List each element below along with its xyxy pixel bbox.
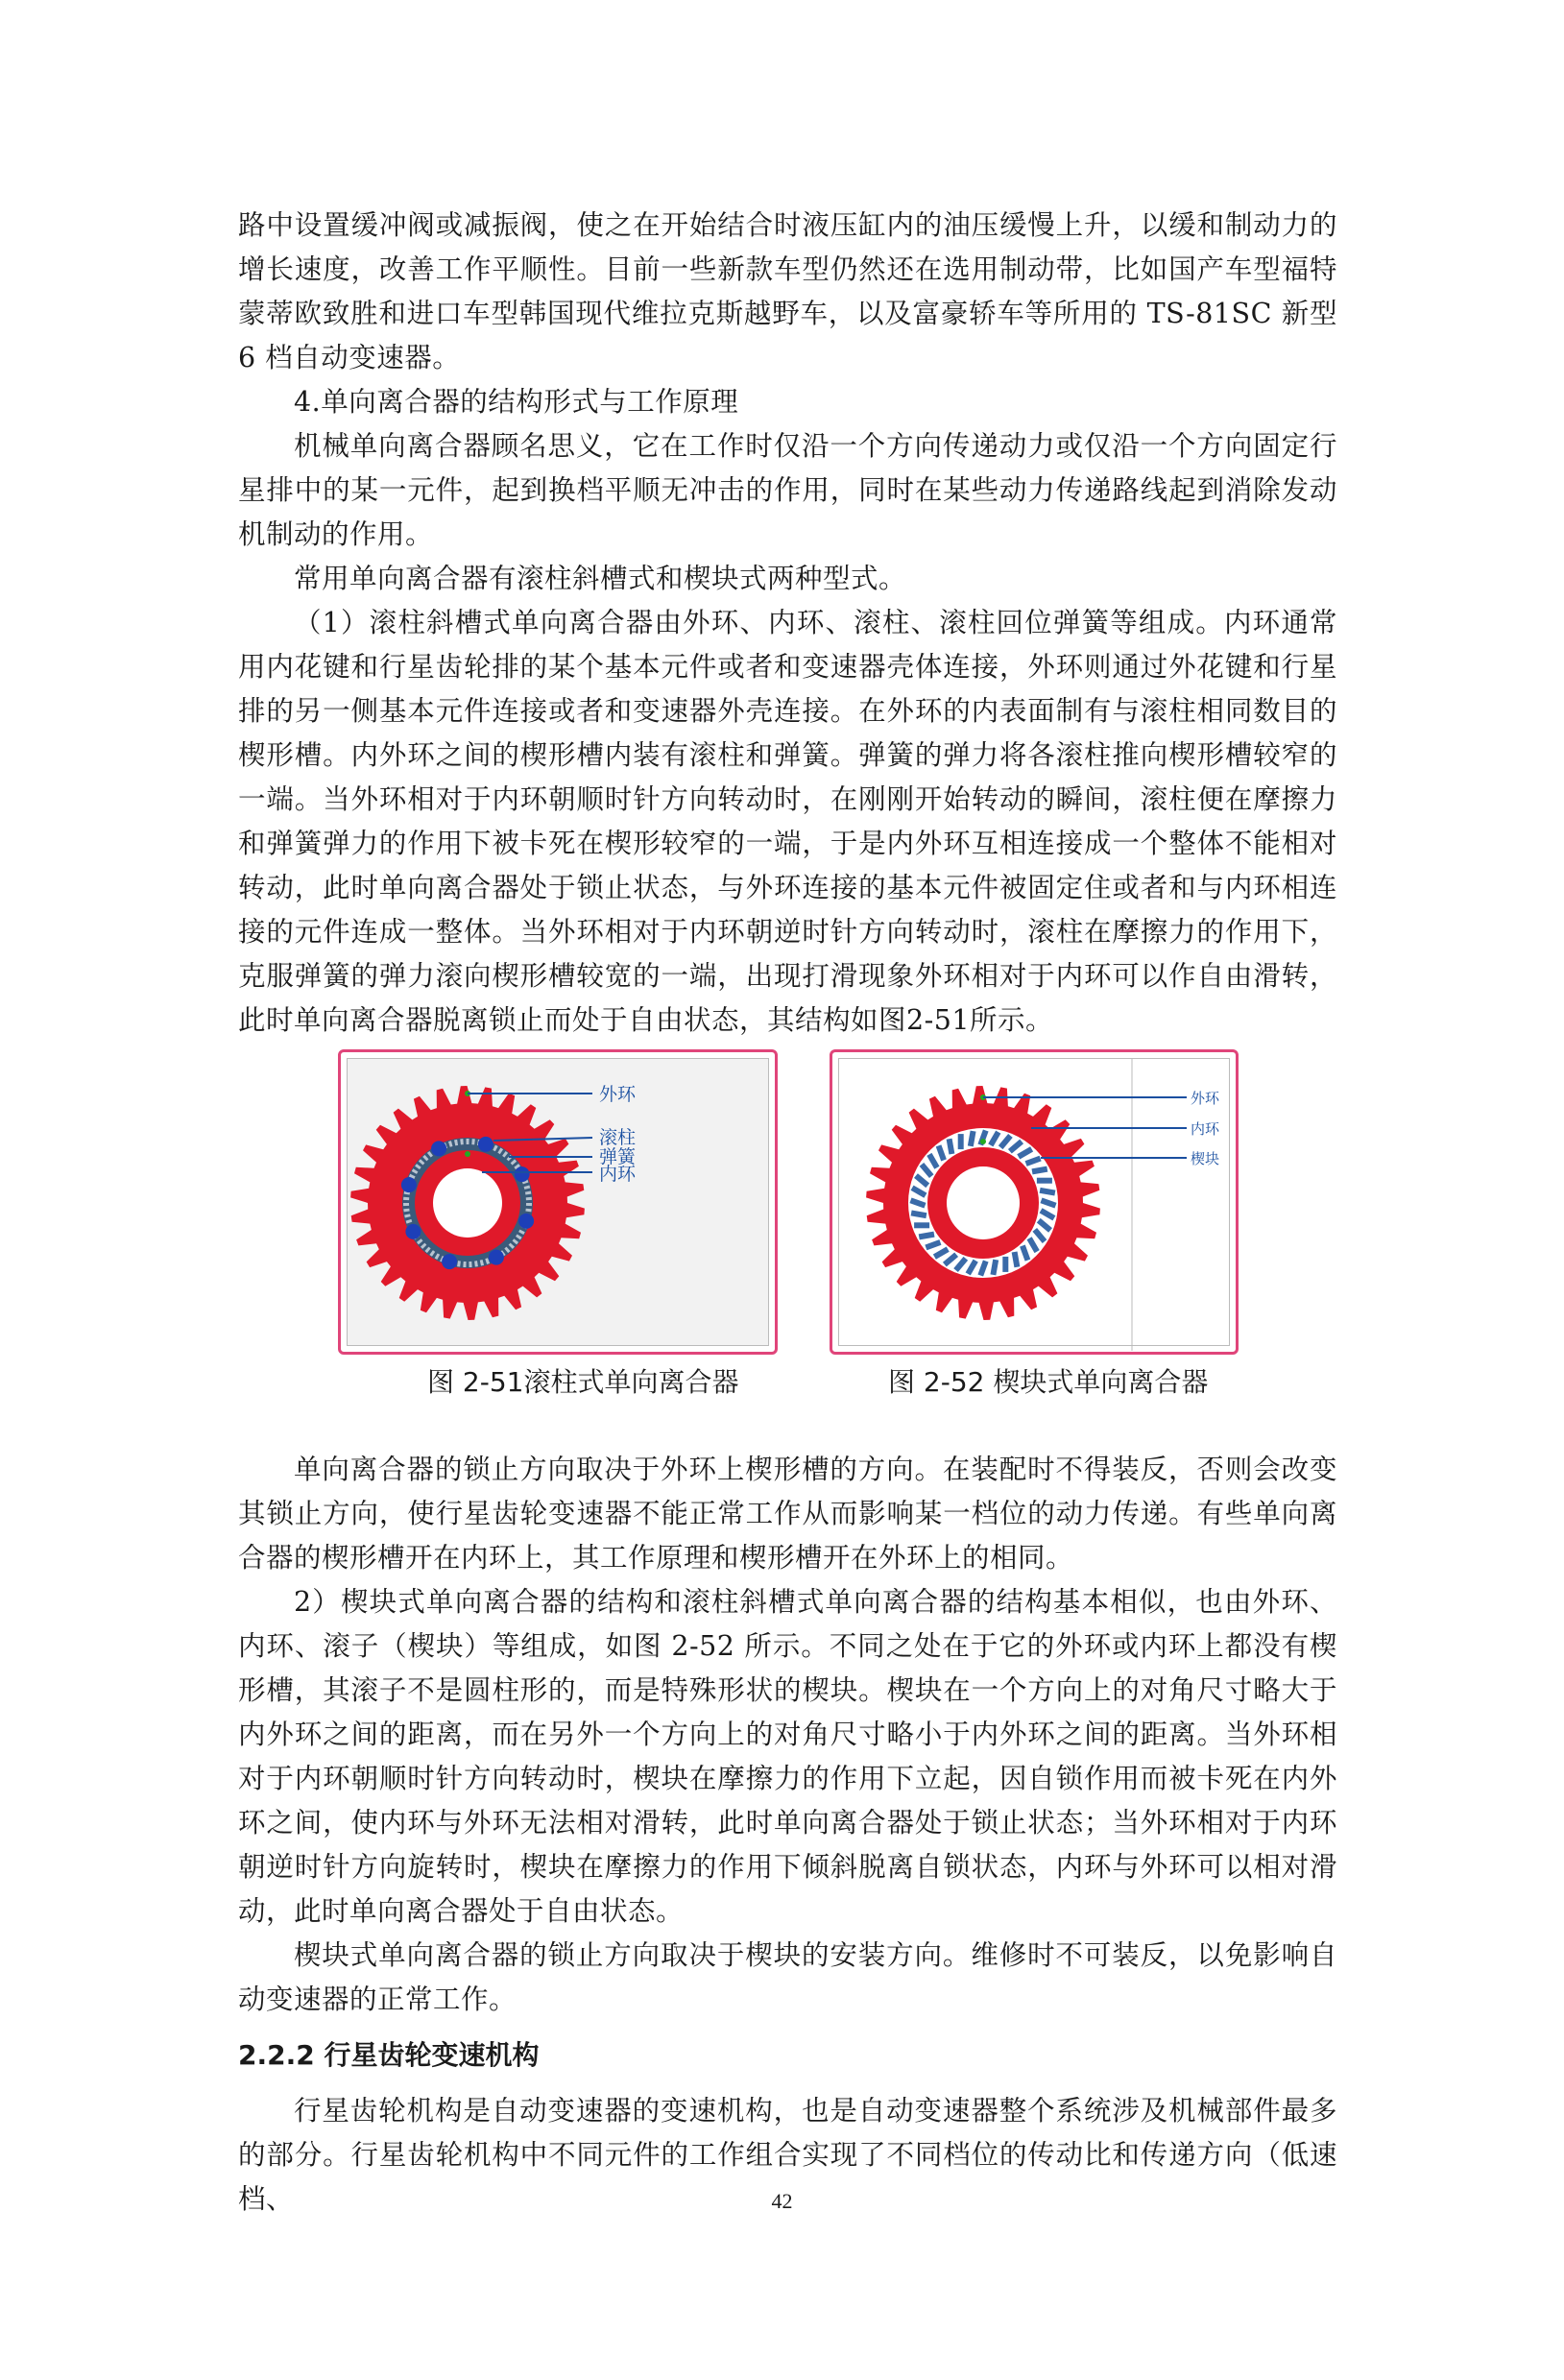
label-inner-ring: 内环 [599,1164,637,1185]
section-heading: 2.2.2 行星齿轮变速机构 [238,2039,540,2071]
roller [489,1250,504,1265]
label-outer-ring: 外环 [1191,1090,1220,1107]
marker-dot [465,1151,470,1157]
page-number: 42 [771,2189,793,2213]
label-roller: 滚柱 [599,1127,637,1148]
label-inner-ring: 内环 [1191,1120,1220,1138]
label-outer-ring: 外环 [599,1084,637,1105]
text-block-middle [238,1448,1337,2022]
paragraph: 4.单向离合器的结构形式与工作原理 [294,386,739,418]
text-block-top [238,204,1337,1043]
label-sprag: 楔块 [1191,1150,1220,1167]
figure-sprag-clutch [830,1049,1239,1355]
paragraph: 2）楔块式单向离合器的结构和滚柱斜槽式单向离合器的结构基本相似，也由外环、内环、滚子（楔块）等组成，如图 2-52 所示。不同之处在于它的外环或内环上都没有楔形槽，其滚子不是圆柱形的，而是特殊形状的楔块。楔块在一个方向上的对角尺寸略大于内外环之间的距离，而在另外一个方向上的对角尺寸略小于内外环之间的距离。当外环相对于内环朝顺时针方向转动时，楔块在摩擦力的作用下立起，因自锁作用而被卡死在内外环之间，使内环与外环无法相对滑转，此时单向离合器处于锁止状态；当外环相对于内环朝逆时针方向旋转时，楔块在摩擦力的作用下倾斜脱离自锁状态，内环与外环可以相对滑动，此时单向离合器处于自由状态。 [238,1586,1337,1927]
inner-bore [947,1166,1020,1239]
paragraph: 楔块式单向离合器的锁止方向取决于楔块的安装方向。维修时不可装反，以免影响自动变速器的正常工作。 [238,1939,1337,2015]
paragraph: 单向离合器的锁止方向取决于外环上楔形槽的方向。在装配时不得装反，否则会改变其锁止方向，使行星齿轮变速器不能正常工作从而影响某一档位的动力传递。有些单向离合器的楔形槽开在内环上，其工作原理和楔形槽开在外环上的相同。 [238,1454,1337,1574]
roller [515,1166,530,1182]
marker-dot [980,1139,986,1144]
sprag [1002,1257,1008,1272]
sprag [914,1222,929,1228]
roller [518,1214,534,1229]
label-spring: 弹簧 [599,1146,637,1167]
roller [405,1224,421,1239]
paragraph: （1）滚柱斜槽式单向离合器由外环、内环、滚柱、滚柱回位弹簧等组成。内环通常用内花键和行星齿轮排的某个基本元件或者和变速器壳体连接，外环则通过外花键和行星排的另一侧基本元件连接或者和变速器外壳连接。在外环的内表面制有与滚柱相同数目的楔形槽。内外环之间的楔形槽内装有滚柱和弹簧。弹簧的弹力将各滚柱推向楔形槽较窄的一端。当外环相对于内环朝顺时针方向转动时，在刚刚开始转动的瞬间，滚柱便在摩擦力和弹簧弹力的作用下被卡死在楔形较窄的一端，于是内外环互相连接成一个整体不能相对转动，此时单向离合器处于锁止状态，与外环连接的基本元件被固定住或者和与内环相连接的元件连成一整体。当外环相对于内环朝逆时针方向转动时，滚柱在摩擦力的作用下，克服弹簧的弹力滚向楔形槽较宽的一端，出现打滑现象外环相对于内环可以作自由滑转，此时单向离合器脱离锁止而处于自由状态，其结构如图2-51所示。 [238,607,1337,1036]
paragraph: 路中设置缓冲阀或减振阀，使之在开始结合时液压缸内的油压缓慢上升，以缓和制动力的增长速度，改善工作平顺性。目前一些新款车型仍然还在选用制动带，比如国产车型福特蒙蒂欧致胜和进口车型韩国现代维拉克斯越野车，以及富豪轿车等所用的 TS-81SC 新型 6 档自动变速器。 [238,209,1337,373]
roller [431,1141,446,1156]
roller [442,1254,457,1269]
inner-bore [433,1168,502,1238]
sprag [958,1134,964,1149]
figure-roller-clutch [338,1049,778,1355]
figure-sprag-clutch-canvas [838,1058,1230,1346]
roller [478,1137,493,1152]
roller-clutch-diagram [348,1059,774,1351]
sprag [1037,1178,1052,1184]
roller [401,1177,417,1192]
figure-roller-clutch-canvas [347,1058,769,1346]
paragraph: 常用单向离合器有滚柱斜槽式和楔块式两种型式。 [294,563,907,594]
figure-caption-2-52: 图 2-52 楔块式单向离合器 [888,1366,1209,1398]
paragraph: 机械单向离合器顾名思义，它在工作时仅沿一个方向传递动力或仅沿一个方向固定行星排中的某一元件，起到换档平顺无冲击的作用，同时在某些动力传递路线起到消除发动机制动的作用。 [238,430,1337,550]
figure-caption-2-51: 图 2-51滚柱式单向离合器 [427,1366,739,1398]
paragraph: 行星齿轮机构是自动变速器的变速机构，也是自动变速器整个系统涉及机械部件最多的部分。行星齿轮机构中不同元件的工作组合实现了不同档位的传动比和传递方向（低速档、 [238,2095,1337,2215]
sprag-clutch-diagram [839,1059,1235,1351]
